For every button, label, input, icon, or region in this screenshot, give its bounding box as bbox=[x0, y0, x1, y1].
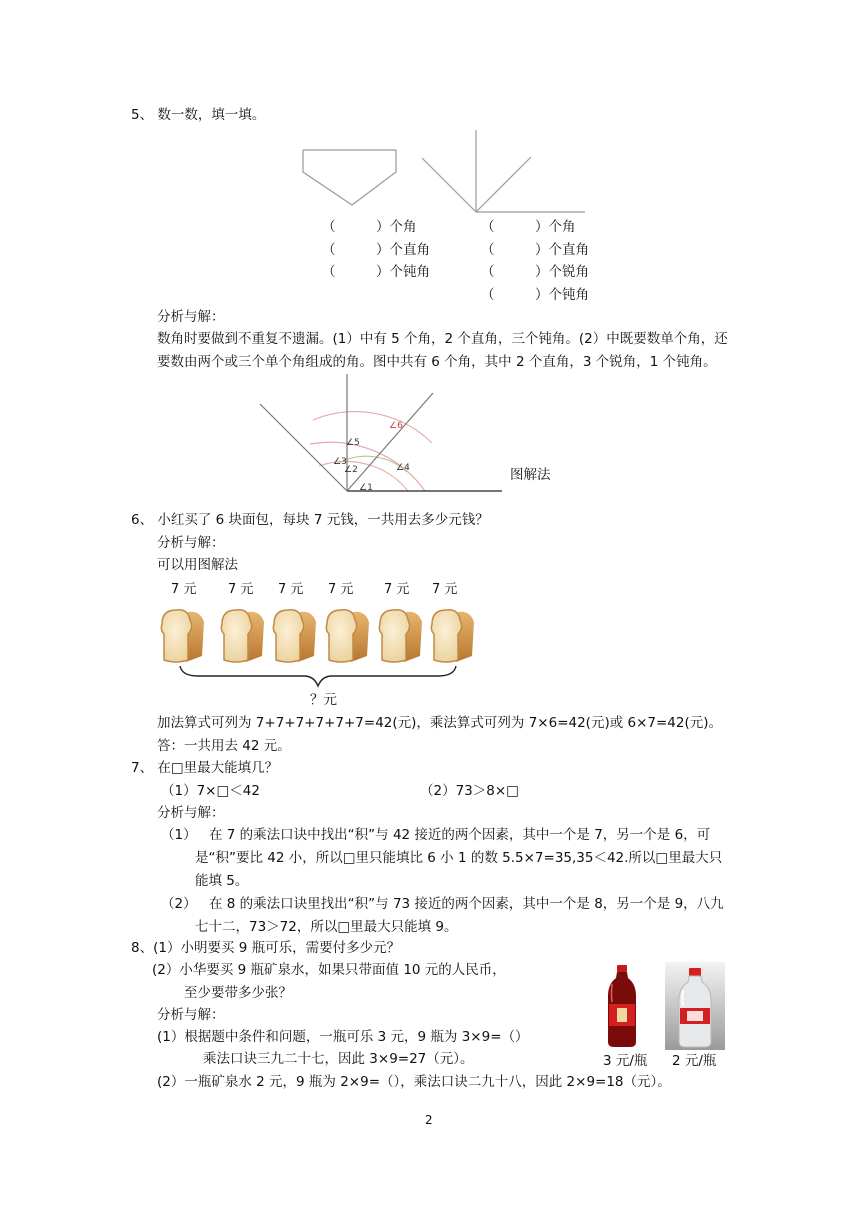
angle-4-label: ∠4 bbox=[396, 463, 410, 473]
fig1-obtuse-angle-count: （ ）个钝角 bbox=[322, 264, 430, 280]
page-number: 2 bbox=[425, 1113, 433, 1127]
q6-title: 6、 小红买了 6 块面包，每块 7 元钱，一共用去多少元钱？ bbox=[131, 512, 489, 528]
bread-icon bbox=[326, 610, 369, 662]
angle-3-label: ∠3 bbox=[333, 457, 347, 467]
q8-part2-line1: (2）小华要买 9 瓶矿泉水，如果只带面值 10 元的人民币， bbox=[152, 962, 506, 978]
q8-part2-line2: 至少要带多少张？ bbox=[184, 985, 292, 1001]
bread-price: 7 元 bbox=[171, 582, 197, 597]
q7-sol1-text: 在 7 的乘法口诀中找出“积”与 42 接近的两个因素，其中一个是 7，另一个是 6，可是“积”要比 42 小，所以□里只能填比 6 小 1 的数 5.5×7=35,35＜42.所以□里最大只能填 5。 bbox=[195, 827, 723, 889]
bread-icon bbox=[221, 610, 264, 662]
q5-figure-1 bbox=[300, 148, 400, 208]
bread-price: 7 元 bbox=[228, 582, 254, 597]
q7-sol2-text: 在 8 的乘法口诀里找出“积”与 73 接近的两个因素，其中一个是 8，另一个是 9，八九七十二，73＞72，所以□里最大只能填 9。 bbox=[195, 896, 724, 935]
bread-row bbox=[158, 604, 478, 666]
fig2-acute-angle-count: （ ）个锐角 bbox=[481, 264, 589, 280]
fig1-right-angle-count: （ ）个直角 bbox=[322, 242, 430, 258]
total-brace bbox=[178, 664, 458, 690]
water-price: 2 元/瓶 bbox=[672, 1053, 717, 1069]
q8-sol1-line2: 乘法口诀三九二十七，因此 3×9=27（元）。 bbox=[203, 1051, 474, 1067]
bread-icon bbox=[273, 610, 316, 662]
q5-figure-2 bbox=[420, 128, 590, 218]
q5-title: 5、 数一数，填一填。 bbox=[131, 107, 266, 123]
q5-analysis-text: 数角时要做到不重复不遗漏。(1）中有 5 个角，2 个直角，三个钝角。(2）中既要数单个角，还要数由两个或三个单个角组成的角。图中共有 6 个角，其中 2 个直角，3 个锐角，1 个钝角。 bbox=[157, 331, 728, 370]
bread-price: 7 元 bbox=[432, 582, 458, 597]
total-label: ？元 bbox=[310, 692, 337, 708]
q8-analysis-label: 分析与解： bbox=[157, 1007, 225, 1023]
q5-angle-diagram bbox=[255, 368, 515, 498]
fig2-angle-count: （ ）个角 bbox=[481, 219, 576, 235]
q6-method: 可以用图解法 bbox=[157, 557, 238, 573]
q7-sol2-num: （2） bbox=[161, 896, 197, 912]
q5-analysis-label: 分析与解： bbox=[157, 309, 225, 325]
fig1-angle-count: （ ）个角 bbox=[322, 219, 417, 235]
angle-6-label: ∠6 bbox=[389, 421, 403, 431]
q6-answer: 答：一共用去 42 元。 bbox=[157, 738, 291, 754]
diagram-caption: 图解法 bbox=[510, 467, 551, 483]
q7-part1: （1）7×□＜42 bbox=[161, 783, 260, 799]
q7-title: 7、 在□里最大能填几？ bbox=[131, 760, 279, 776]
cola-price: 3 元/瓶 bbox=[603, 1053, 648, 1069]
bread-icon bbox=[161, 610, 204, 662]
q7-part2: （2）73＞8×□ bbox=[420, 783, 519, 799]
q8-sol2: (2）一瓶矿泉水 2 元，9 瓶为 2×9=（），乘法口诀二九十八，因此 2×9=18（元）。 bbox=[157, 1074, 671, 1090]
angle-5-label: ∠5 bbox=[346, 438, 360, 448]
bread-icon bbox=[431, 610, 474, 662]
bread-price: 7 元 bbox=[328, 582, 354, 597]
bread-price: 7 元 bbox=[384, 582, 410, 597]
q6-equation: 加法算式可列为 7+7+7+7+7+7=42(元)，乘法算式可列为 7×6=42(元)或 6×7=42(元)。 bbox=[157, 715, 723, 731]
fig2-obtuse-angle-count: （ ）个钝角 bbox=[481, 287, 589, 303]
q7-analysis-label: 分析与解： bbox=[157, 805, 225, 821]
q8-title: 8、(1）小明要买 9 瓶可乐，需要付多少元？ bbox=[131, 940, 401, 956]
water-bottle-image bbox=[665, 962, 725, 1050]
angle-1-label: ∠1 bbox=[359, 483, 373, 493]
q8-sol1-line1: (1）根据题中条件和问题，一瓶可乐 3 元，9 瓶为 3×9=（） bbox=[157, 1029, 529, 1045]
q6-analysis-label: 分析与解： bbox=[157, 535, 225, 551]
bread-icon bbox=[379, 610, 422, 662]
bread-price: 7 元 bbox=[278, 582, 304, 597]
angle-2-label: ∠2 bbox=[344, 465, 358, 475]
q7-sol1-num: （1） bbox=[161, 827, 197, 843]
cola-bottle-image bbox=[602, 964, 642, 1048]
fig2-right-angle-count: （ ）个直角 bbox=[481, 242, 589, 258]
